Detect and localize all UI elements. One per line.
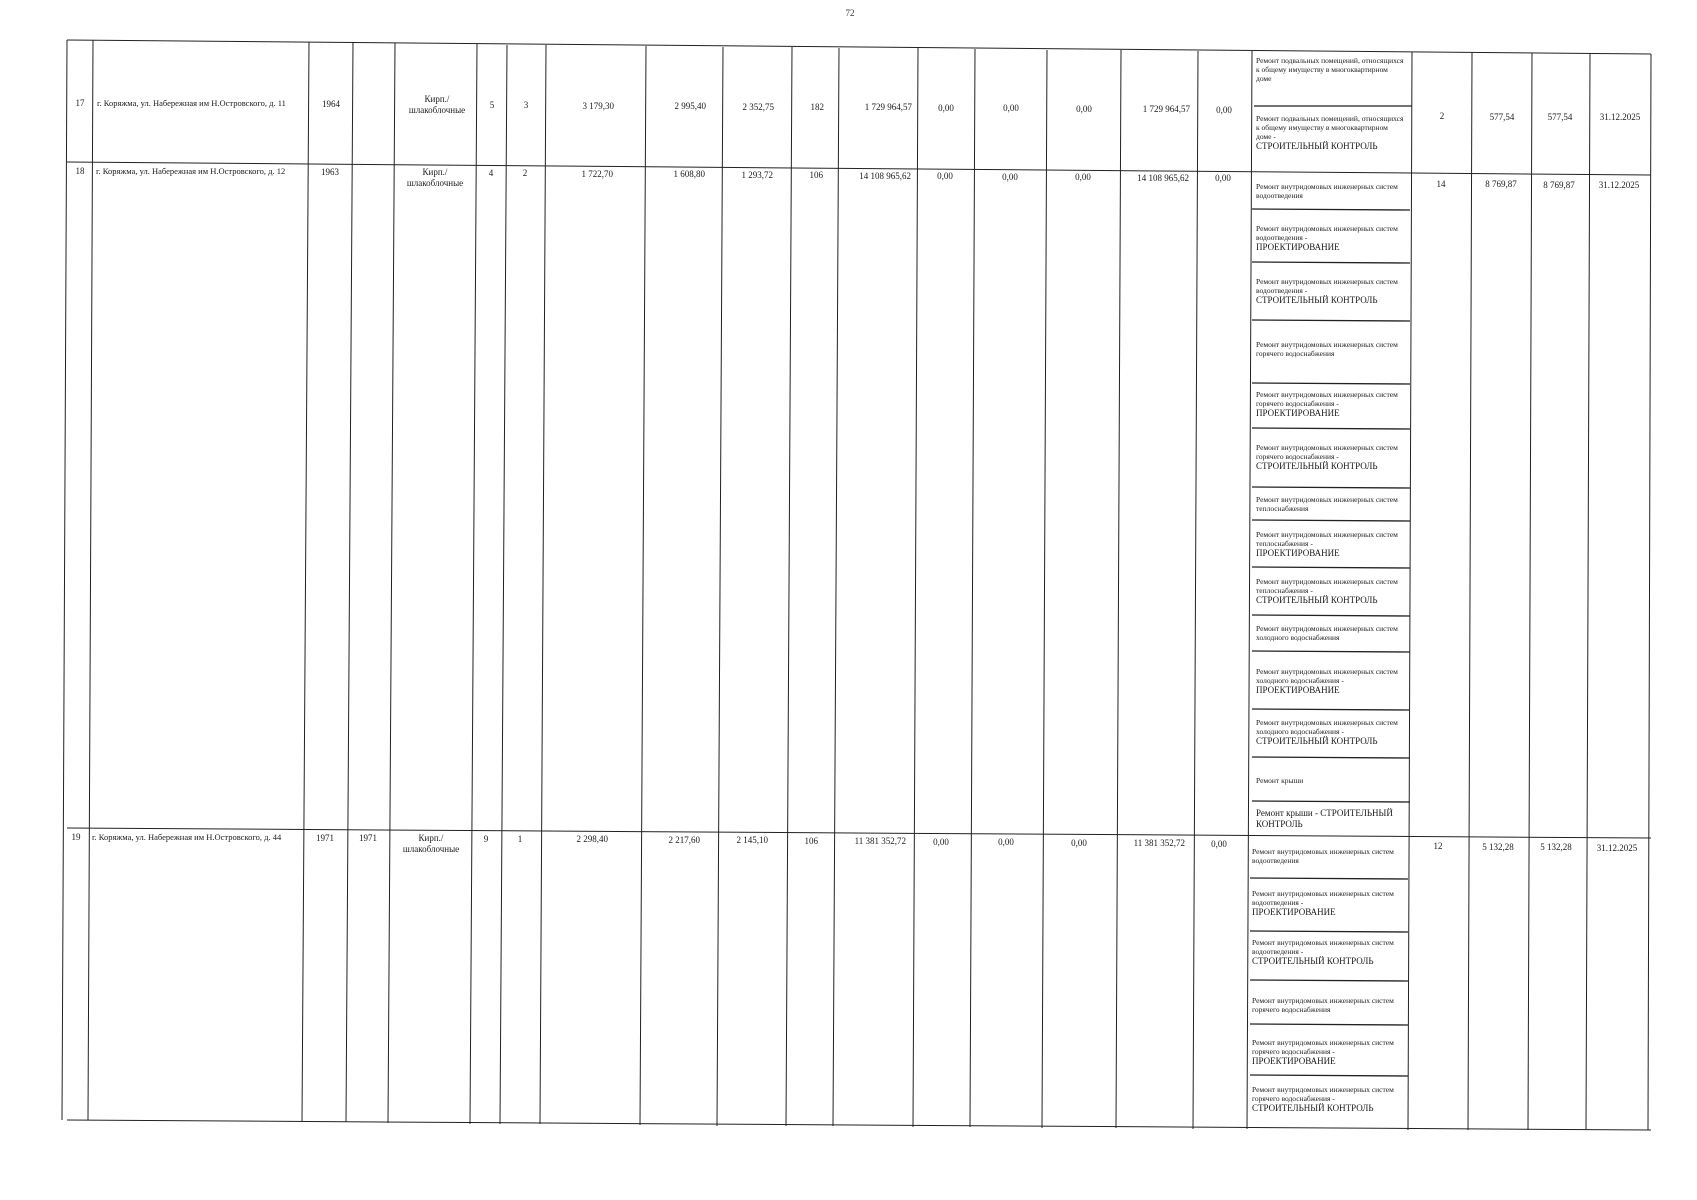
fund-cost-cell: 0,00 xyxy=(937,171,953,181)
other-cost-cell: 0,00 xyxy=(1211,839,1227,849)
living-area-cell: 2 995,40 xyxy=(674,101,706,111)
work-item: Ремонт внутридомовых инженерных систем горячего водоснабжения - ПРОЕКТИРОВАНИЕ xyxy=(1256,390,1398,418)
work-item: Ремонт подвальных помещений, относящихся к общему имуществу в многоквартирном доме xyxy=(1256,56,1404,83)
work-item: Ремонт внутридомовых инженерных систем теплоснабжения - СТРОИТЕЛЬНЫЙ КОНТРОЛЬ xyxy=(1256,577,1398,605)
owner-cost-cell: 14 108 965,62 xyxy=(1137,173,1189,183)
unit-cost-cell: 5 132,28 xyxy=(1482,842,1514,852)
residents-cell: 106 xyxy=(809,170,823,180)
work-item: Ремонт внутридомовых инженерных систем теплоснабжения xyxy=(1256,495,1398,513)
work-item: Ремонт внутридомовых инженерных систем горячего водоснабжения - СТРОИТЕЛЬНЫЙ КОНТРОЛЬ xyxy=(1256,443,1398,471)
wall-material-cell: Кирп./ шлакоблочные xyxy=(402,833,460,854)
residents-cell: 182 xyxy=(810,102,824,112)
row-number: 18 xyxy=(75,166,85,176)
floors-cell: 4 xyxy=(488,168,494,178)
regional-cost-cell: 0,00 xyxy=(998,837,1014,847)
other-cost-cell: 0,00 xyxy=(1216,105,1232,115)
total-cost-cell: 1 729 964,57 xyxy=(864,102,912,112)
work-item: Ремонт внутридомовых инженерных систем водоотведения - ПРОЕКТИРОВАНИЕ xyxy=(1252,889,1394,917)
work-item: Ремонт внутридомовых инженерных систем водоотведения - СТРОИТЕЛЬНЫЙ КОНТРОЛЬ xyxy=(1256,277,1398,305)
fund-cost-cell: 0,00 xyxy=(938,103,954,113)
work-item: Ремонт внутридомовых инженерных систем холодного водоснабжения xyxy=(1256,624,1398,642)
work-item: Ремонт внутридомовых инженерных систем водоотведения - ПРОЕКТИРОВАНИЕ xyxy=(1256,224,1398,252)
regional-cost-cell: 0,00 xyxy=(1003,103,1019,113)
total-cost-cell: 11 381 352,72 xyxy=(854,836,906,846)
regional-cost-cell: 0,00 xyxy=(1002,172,1018,182)
other-cost-cell: 0,00 xyxy=(1215,173,1231,183)
units-cell: 2 xyxy=(1439,111,1445,121)
max-unit-cost-cell: 8 769,87 xyxy=(1543,180,1575,190)
entrances-cell: 2 xyxy=(522,168,528,178)
deadline-cell: 31.12.2025 xyxy=(1599,112,1641,122)
work-item: Ремонт внутридомовых инженерных систем водоотведения xyxy=(1256,182,1398,200)
year-built-cell: 1963 xyxy=(321,167,339,177)
work-item: Ремонт внутридомовых инженерных систем горячего водоснабжения - СТРОИТЕЛЬНЫЙ КОНТРОЛЬ xyxy=(1252,1085,1394,1113)
floors-cell: 5 xyxy=(489,100,495,110)
floors-cell: 9 xyxy=(483,834,489,844)
row-number: 19 xyxy=(71,832,81,842)
row-number: 17 xyxy=(75,98,85,108)
local-cost-cell: 0,00 xyxy=(1075,172,1091,182)
unit-cost-cell: 577,54 xyxy=(1489,112,1515,122)
units-cell: 12 xyxy=(1433,841,1443,851)
deadline-cell: 31.12.2025 xyxy=(1596,843,1638,853)
unit-cost-cell: 8 769,87 xyxy=(1485,179,1517,189)
local-cost-cell: 0,00 xyxy=(1071,838,1087,848)
work-item: Ремонт внутридомовых инженерных систем горячего водоснабжения xyxy=(1252,996,1394,1014)
work-item: Ремонт внутридомовых инженерных систем водоотведения xyxy=(1252,847,1394,865)
address-cell: г. Коряжма, ул. Набережная им Н.Островского, д. 12 xyxy=(96,166,286,176)
work-item: Ремонт подвальных помещений, относящихся к общему имуществу в многоквартирном доме - СТРОИТЕЛЬНЫЙ КОНТРОЛЬ xyxy=(1256,114,1404,151)
max-unit-cost-cell: 577,54 xyxy=(1547,112,1573,122)
fund-cost-cell: 0,00 xyxy=(933,837,949,847)
total-area-cell: 1 722,70 xyxy=(581,169,613,179)
work-item: Ремонт внутридомовых инженерных систем водоотведения - СТРОИТЕЛЬНЫЙ КОНТРОЛЬ xyxy=(1252,938,1394,966)
work-item: Ремонт крыши - СТРОИТЕЛЬНЫЙ КОНТРОЛЬ xyxy=(1256,808,1393,829)
living-area-cell: 1 608,80 xyxy=(673,169,705,179)
total-area-cell: 3 179,30 xyxy=(582,101,614,111)
living-area-cell: 2 217,60 xyxy=(668,835,700,845)
work-item: Ремонт внутридомовых инженерных систем холодного водоснабжения - ПРОЕКТИРОВАНИЕ xyxy=(1256,667,1398,695)
owner-cost-cell: 11 381 352,72 xyxy=(1133,838,1185,848)
owned-area-cell: 2 145,10 xyxy=(736,835,768,845)
wall-material-cell: Кирп./ шлакоблочные xyxy=(408,94,466,115)
owned-area-cell: 2 352,75 xyxy=(742,102,774,112)
entrances-cell: 1 xyxy=(517,834,523,844)
work-item: Ремонт внутридомовых инженерных систем теплоснабжения - ПРОЕКТИРОВАНИЕ xyxy=(1256,530,1398,558)
total-cost-cell: 14 108 965,62 xyxy=(859,171,911,181)
total-area-cell: 2 298,40 xyxy=(576,834,608,844)
owner-cost-cell: 1 729 964,57 xyxy=(1142,104,1190,114)
year-reconstructed-cell: 1971 xyxy=(359,833,377,843)
units-cell: 14 xyxy=(1436,179,1446,189)
year-built-cell: 1964 xyxy=(322,99,340,109)
address-cell: г. Коряжма, ул. Набережная им Н.Островского, д. 44 xyxy=(92,832,282,842)
work-item: Ремонт крыши xyxy=(1256,776,1304,785)
owned-area-cell: 1 293,72 xyxy=(741,170,773,180)
entrances-cell: 3 xyxy=(523,100,529,110)
residents-cell: 106 xyxy=(804,836,818,846)
local-cost-cell: 0,00 xyxy=(1076,104,1092,114)
year-built-cell: 1971 xyxy=(316,833,334,843)
work-item: Ремонт внутридомовых инженерных систем холодного водоснабжения - СТРОИТЕЛЬНЫЙ КОНТРОЛЬ xyxy=(1256,718,1398,746)
work-item: Ремонт внутридомовых инженерных систем горячего водоснабжения xyxy=(1256,340,1398,358)
page-number: 72 xyxy=(845,8,855,18)
work-item: Ремонт внутридомовых инженерных систем горячего водоснабжения - ПРОЕКТИРОВАНИЕ xyxy=(1252,1038,1394,1066)
address-cell: г. Коряжма, ул. Набережная им Н.Островского, д. 11 xyxy=(97,98,286,108)
deadline-cell: 31.12.2025 xyxy=(1598,180,1640,190)
wall-material-cell: Кирп./ шлакоблочные xyxy=(406,167,464,188)
max-unit-cost-cell: 5 132,28 xyxy=(1540,842,1572,852)
